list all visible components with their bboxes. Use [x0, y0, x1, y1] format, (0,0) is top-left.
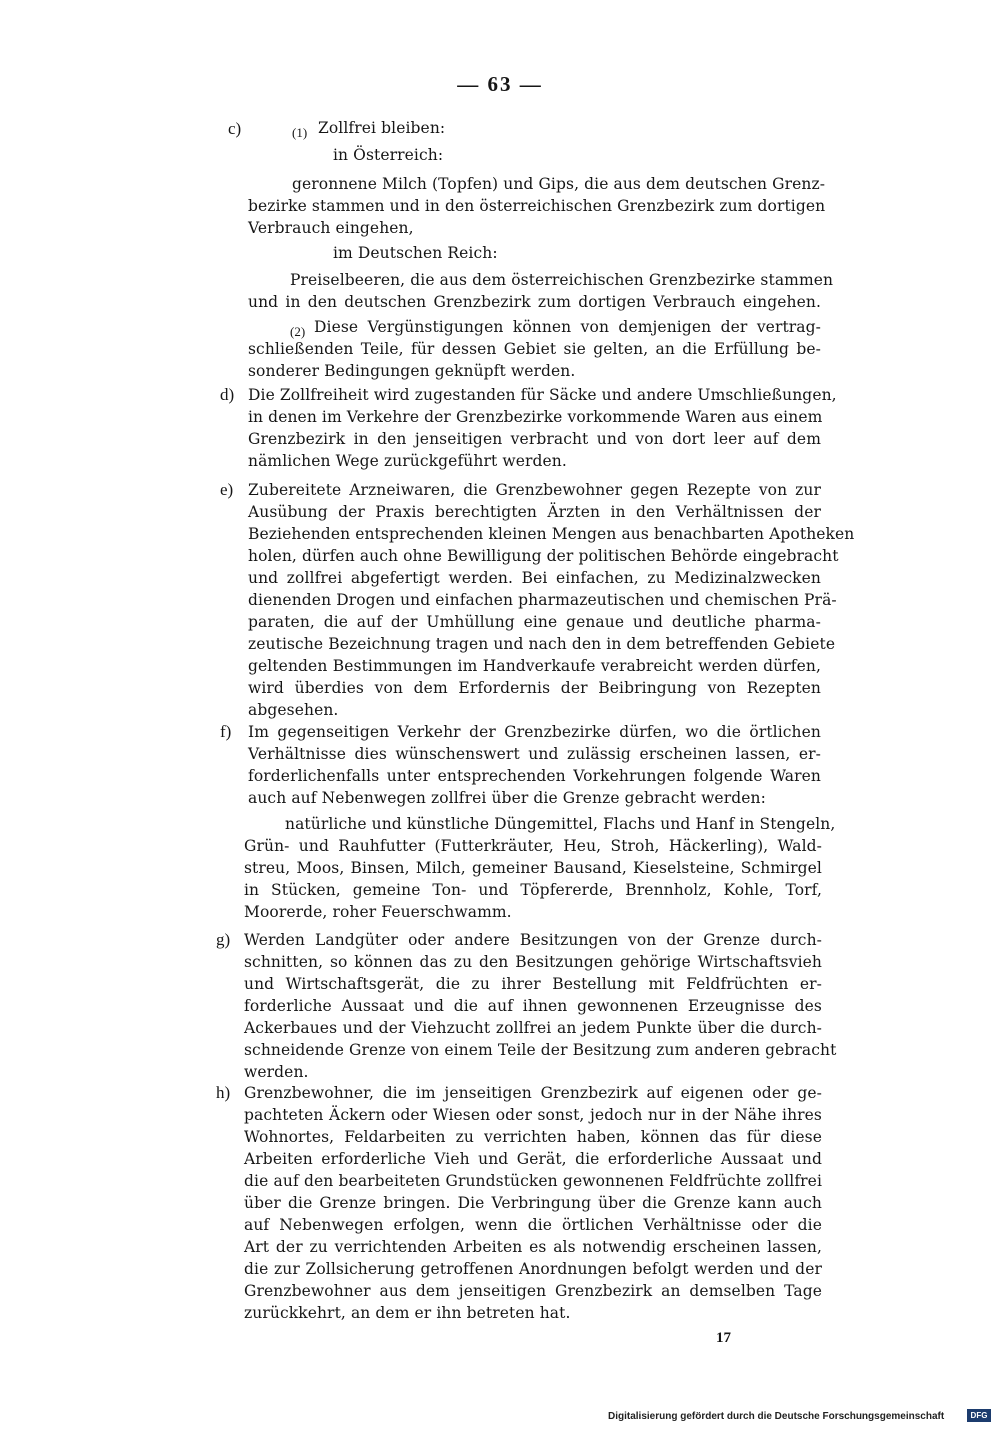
digitization-credit: Digitalisierung gefördert durch die Deutsche Forschungsgemeinschaft	[608, 1411, 945, 1422]
text-line: forderlichenfalls unter entsprechenden Vorkehrungen folgende Waren	[248, 767, 821, 785]
text-line: pachteten Äckern oder Wiesen oder sonst, jedoch nur in der Nähe ihres	[244, 1106, 822, 1124]
text-line: Beziehenden entsprechenden kleinen Mengen aus benachbarten Apotheken	[248, 525, 855, 543]
text-line: Die Zollfreiheit wird zugestanden für Säcke und andere Umschließungen,	[248, 386, 837, 404]
text-line: Verbrauch eingehen,	[248, 219, 414, 237]
text-line: Grün- und Rauhfutter (Futterkräuter, Heu, Stroh, Häckerling), Wald-	[244, 837, 822, 855]
text-line: Grenzbewohner aus dem jenseitigen Grenzbezirk an demselben Tage	[244, 1282, 822, 1300]
text-line: Grenzbezirk in den jenseitigen verbracht und von dort leer auf dem	[248, 430, 821, 448]
text-line: in Stücken, gemeine Ton- und Töpfererde, Brennholz, Kohle, Torf,	[244, 881, 822, 899]
text-line: wird überdies von dem Erfordernis der Beibringung von Rezepten	[248, 679, 821, 697]
text-line: schnitten, so können das zu den Besitzungen gehörige Wirtschaftsvieh	[244, 953, 822, 971]
text-line: Ausübung der Praxis berechtigten Ärzten in den Verhältnissen der	[248, 503, 821, 521]
text-line: paraten, die auf der Umhüllung eine genaue und deutliche pharma-	[248, 613, 821, 631]
text-line: Diese Vergünstigungen können von demjenigen der vertrag-	[314, 318, 821, 336]
text-line: in Österreich:	[333, 146, 444, 164]
text-line: Arbeiten erforderliche Vieh und Gerät, die erforderliche Aussaat und	[244, 1150, 822, 1168]
text-line: dienenden Drogen und einfachen pharmazeutischen und chemischen Prä-	[248, 591, 837, 609]
text-line: bezirke stammen und in den österreichischen Grenzbezirk zum dortigen	[248, 197, 826, 215]
text-line: und Wirtschaftsgerät, die zu ihrer Bestellung mit Feldfrüchten er-	[244, 975, 822, 993]
section-label-h: h)	[216, 1083, 231, 1102]
text-line: abgesehen.	[248, 701, 339, 719]
page-number: — 63 —	[457, 72, 543, 96]
text-line: sonderer Bedingungen geknüpft werden.	[248, 362, 576, 380]
text-line: auch auf Nebenwegen zollfrei über die Grenze gebracht werden:	[248, 789, 766, 807]
text-line: auf Nebenwegen erfolgen, wenn die örtlichen Verhältnisse oder die	[244, 1216, 822, 1234]
text-line: zurückkehrt, an dem er ihn betreten hat.	[244, 1304, 571, 1322]
text-line: zeutische Bezeichnung tragen und nach den in dem betreffenden Gebiete	[248, 635, 836, 653]
text-line: Wohnortes, Feldarbeiten zu verrichten haben, können das für diese	[244, 1128, 822, 1146]
text-line: im Deutschen Reich:	[333, 244, 498, 262]
text-line: geronnene Milch (Topfen) und Gips, die aus dem deutschen Grenz-	[292, 175, 826, 193]
section-label-d: d)	[220, 385, 235, 404]
text-line: und in den deutschen Grenzbezirk zum dortigen Verbrauch eingehen.	[248, 293, 821, 311]
text-line: forderliche Aussaat und die auf ihnen gewonnenen Erzeugnisse des	[244, 997, 822, 1015]
subparagraph-number: (2)	[290, 324, 306, 339]
text-line: über die Grenze bringen. Die Verbringung über die Grenze kann auch	[244, 1194, 822, 1212]
text-line: Art der zu verrichtenden Arbeiten es als notwendig erscheinen lassen,	[244, 1238, 822, 1256]
text-line: Zubereitete Arzneiwaren, die Grenzbewohner gegen Rezepte von zur	[248, 481, 821, 499]
subparagraph-number: (1)	[292, 125, 308, 140]
text-line: in denen im Verkehre der Grenzbezirke vorkommende Waren aus einem	[248, 408, 823, 426]
text-line: Grenzbewohner, die im jenseitigen Grenzbezirk auf eigenen oder ge-	[244, 1084, 822, 1102]
text-line: Ackerbaues und der Viehzucht zollfrei an jedem Punkte über die durch-	[244, 1019, 822, 1037]
text-line: Zollfrei bleiben:	[318, 119, 446, 137]
section-label-e: e)	[220, 480, 234, 499]
section-label-g: g)	[216, 930, 231, 949]
text-line: nämlichen Wege zurückgeführt werden.	[248, 452, 567, 470]
section-c-sub1-marker	[292, 122, 307, 141]
text-line: streu, Moos, Binsen, Milch, gemeiner Bausand, Kieselsteine, Schmirgel	[244, 859, 822, 877]
text-line: Moorerde, roher Feuerschwamm.	[244, 903, 512, 921]
text-line: Im gegenseitigen Verkehr der Grenzbezirke dürfen, wo die örtlichen	[248, 723, 821, 741]
text-line: schneidende Grenze von einem Teile der Besitzung zum anderen gebracht	[244, 1041, 837, 1059]
section-label-f: f)	[220, 722, 232, 741]
text-line: Werden Landgüter oder andere Besitzungen von der Grenze durch-	[244, 931, 822, 949]
signature-mark: 17	[716, 1330, 731, 1346]
text-line: Verhältnisse dies wünschenswert und zulässig erscheinen lassen, er-	[248, 745, 821, 763]
section-c-sub2-marker	[290, 321, 305, 340]
text-line: die auf den bearbeiteten Grundstücken gewonnenen Feldfrüchte zollfrei	[244, 1172, 822, 1190]
dfg-logo-icon: DFG	[967, 1409, 991, 1422]
text-line: Preiselbeeren, die aus dem österreichischen Grenzbezirke stammen	[290, 271, 834, 289]
text-line: geltenden Bestimmungen im Handverkaufe verabreicht werden dürfen,	[248, 657, 821, 675]
text-line: die zur Zollsicherung getroffenen Anordnungen befolgt werden und der	[244, 1260, 822, 1278]
text-line: werden.	[244, 1063, 309, 1081]
text-line: natürliche und künstliche Düngemittel, Flachs und Hanf in Stengeln,	[285, 815, 836, 833]
text-line: schließenden Teile, für dessen Gebiet sie gelten, an die Erfüllung be-	[248, 340, 821, 358]
text-line: und zollfrei abgefertigt werden. Bei einfachen, zu Medizinalzwecken	[248, 569, 821, 587]
section-label-c: c)	[228, 119, 242, 138]
text-line: holen, dürfen auch ohne Bewilligung der politischen Behörde eingebracht	[248, 547, 839, 565]
